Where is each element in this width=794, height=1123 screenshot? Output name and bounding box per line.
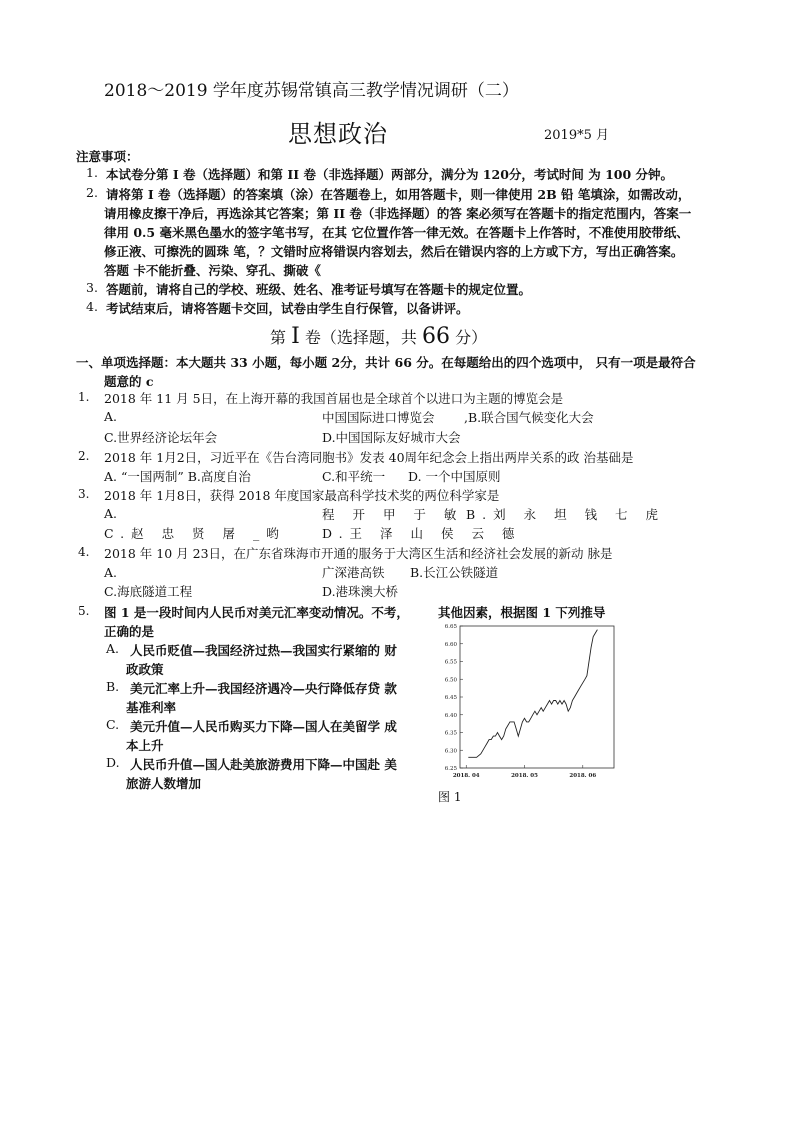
x-tick-label-0: 2018. 04 [452, 773, 480, 779]
q2-option-a-b: A. “一国两制” B.高度自治 [104, 469, 251, 484]
y-tick-label-7: 6.60 [444, 641, 457, 648]
section-number: 66 [422, 324, 451, 349]
exam-title: 2018～2019 学年度苏锡常镇高三教学情况调研（二） [104, 81, 519, 101]
x-tick-label-1: 2018. 05 [511, 773, 538, 779]
q1-option-a: 中国国际进口博览会 [322, 410, 435, 425]
notice-text-2-line-4: 修正液、可擦洗的圆珠 笔，？文错时应将错误内容划去，然后在错误内容的上方或下方，写出正确答案。 [104, 244, 684, 259]
section-heading [270, 324, 487, 349]
q3-stem: 2018 年 1月8日，获得 2018 年度国家最高科学技术奖的两位科学家是 [104, 488, 500, 503]
q2-option-d: D. 一个中国原则 [408, 469, 501, 484]
q5-option-d-label: D. [106, 755, 120, 770]
q5-option-d-line-2: 旅游人数增加 [126, 776, 202, 791]
q4-option-a: 广深港高铁 [322, 565, 385, 580]
notice-text-2-line-1: 请将第 I 卷（选择题）的答案填（涂）在答题卷上，如用答题卡，则一律使用 2B 铅 笔填涂，如需改动， [106, 187, 691, 202]
q4-option-a-label: A. [104, 565, 118, 580]
notice-text-2-line-3: 律用 0.5 毫米黑色墨水的签字笔书写，在其 它位置作答一律无效。在答题卡上作答时，不准使用胶带纸、 [104, 225, 689, 240]
q1-option-c: C.世界经济论坛年会 [104, 430, 218, 445]
section-pre: 第 [270, 328, 287, 347]
q4-option-d: D.港珠澳大桥 [322, 584, 399, 599]
section-roman: I [291, 324, 300, 349]
chart-svg [436, 620, 620, 784]
y-tick-label-4: 6.45 [444, 695, 457, 701]
figure-caption: 图 1 [438, 790, 462, 804]
q2-option-c: C.和平统一 [322, 469, 386, 484]
q5-stem-line-2: 正确的是 [104, 624, 155, 639]
y-tick-label-2: 6.35 [444, 730, 457, 737]
q1-option-d: D.中国国际友好城市大会 [322, 430, 461, 445]
q5-option-b-line-2: 基准利率 [126, 700, 177, 715]
q2-stem: 2018 年 1月2日，习近平在《告台湾同胞书》发表 40周年纪念会上指出两岸关系的政 治基础是 [104, 450, 634, 465]
notice-text-1: 本试卷分第 I 卷（选择题）和第 II 卷（非选择题）两部分，满分为 120分，考试时间 为 100 分钟。 [106, 167, 674, 182]
q1-number: 1. [78, 390, 90, 404]
notice-num-1: 1. [86, 165, 98, 180]
q5-option-a-label: A. [106, 641, 120, 656]
notice-text-3: 答题前，请将自己的学校、班级、姓名、准考证号填写在答题卡的规定位置。 [106, 282, 532, 297]
q5-stem-left: 图 1 是一段时间内人民币对美元汇率变动情况。不考， [104, 605, 409, 620]
q5-number: 5. [78, 604, 90, 618]
y-tick-label-5: 6.50 [444, 677, 457, 684]
q5-option-b-line-1: 美元汇率上升—我国经济遇冷—央行降低存贷 款 [130, 681, 397, 696]
notice-text-4: 考试结束后，请将答题卡交回，试卷由学生自行保管，以备讲评。 [106, 301, 469, 316]
notice-num-2: 2. [86, 185, 98, 200]
q3-option-a: 程 开 甲 于 敏 [322, 507, 464, 522]
exchange-rate-line [468, 630, 597, 758]
y-tick-label-3: 6.40 [444, 712, 457, 719]
q4-stem: 2018 年 10 月 23日，在广东省珠海市开通的服务于大湾区生活和经济社会发展的新动 脉是 [104, 546, 613, 561]
section-post: 分） [455, 328, 488, 347]
q5-stem-right: 其他因素，根据图 1 下列推导 [438, 605, 606, 620]
x-tick-label-2: 2018. 06 [569, 773, 597, 779]
q5-option-b-label: B. [106, 679, 120, 694]
subject-title: 思想政治 [288, 120, 388, 148]
part1-instruction-line-1: 一、单项选择题：本大题共 33 小题，每小题 2分，共计 66 分。在每题给出的四个选项中， 只有一项是最符合 [76, 355, 696, 370]
q1-stem: 2018 年 11 月 5日，在上海开幕的我国首届也是全球首个以进口为主题的博览会是 [104, 391, 564, 406]
q5-option-a-line-2: 政政策 [126, 662, 164, 677]
notice-num-4: 4. [86, 299, 98, 314]
q1-option-b: ,B.联合国气候变化大会 [464, 410, 594, 425]
notice-num-3: 3. [86, 280, 98, 295]
q3-option-b: B.刘 永 坦 钱 七 虎 [466, 507, 666, 522]
q1-option-a-label: A. [104, 409, 118, 424]
q4-number: 4. [78, 545, 90, 559]
notice-text-2-line-5: 答题 卡不能折叠、污染、穿孔、撕破《 [104, 263, 321, 278]
q3-option-a-label: A. [104, 506, 118, 521]
q5-option-d-line-1: 人民币升值—国人赴美旅游费用下降—中国赴 美 [130, 757, 397, 772]
exchange-rate-chart [436, 620, 620, 784]
q3-option-d: D.王 泽 山 侯 云 德 [322, 526, 522, 541]
part1-instruction-line-2: 题意的 c [104, 374, 154, 389]
notice-text-2-line-2: 请用橡皮擦干净后，再选涂其它答案；第 II 卷（非选择题）的答 案必须写在答题卡的指定范围内，答案一 [104, 206, 692, 221]
y-tick-label-8: 6.65 [444, 624, 457, 630]
y-tick-label-6: 6.55 [444, 659, 457, 666]
y-tick-label-0: 6.25 [444, 766, 457, 772]
q2-number: 2. [78, 449, 90, 463]
q5-option-a-line-1: 人民币贬值—我国经济过热—我国实行紧缩的 财 [130, 643, 397, 658]
notice-heading: 注意事项： [76, 149, 139, 164]
q5-option-c-line-2: 本上升 [126, 738, 164, 753]
q5-option-c-line-1: 美元升值—人民币购买力下降—国人在美留学 成 [130, 719, 397, 734]
y-tick-label-1: 6.30 [444, 748, 457, 755]
q4-option-c: C.海底隧道工程 [104, 584, 193, 599]
exam-date: 2019*5 月 [544, 128, 609, 143]
section-mid: 卷（选择题，共 [304, 328, 417, 347]
q3-option-c: C.赵 忠 贤 屠 _哟 [104, 526, 286, 541]
q4-option-b: B.长江公铁隧道 [410, 565, 499, 580]
q5-option-c-label: C. [106, 717, 120, 732]
q3-number: 3. [78, 487, 90, 501]
